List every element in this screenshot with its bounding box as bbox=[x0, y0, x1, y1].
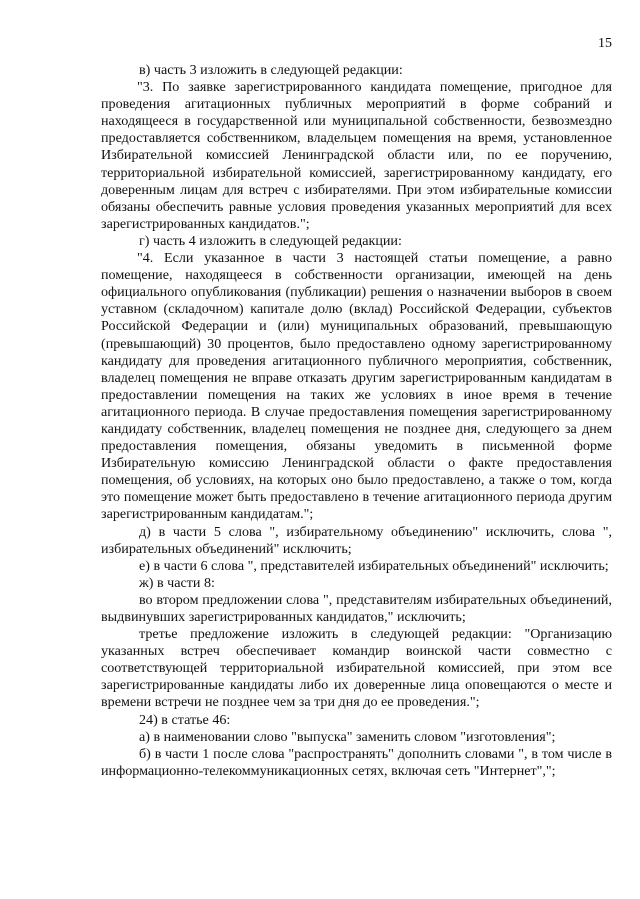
paragraph-article-46: 24) в статье 46: bbox=[139, 711, 231, 728]
paragraph-item-d: д) в части 5 слова ", избирательному объединению" исключить, слова ", избирательных объединений" исключить; bbox=[101, 523, 612, 557]
paragraph-item-b: б) в части 1 после слова "распространять" дополнить словами ", в том числе в информационно-телекоммуникационных сетях, включая сеть "Интернет","; bbox=[101, 745, 612, 779]
page-number: 15 bbox=[598, 36, 612, 51]
document-body bbox=[101, 62, 612, 780]
paragraph-part-3-text: "3. По заявке зарегистрированного кандидата помещение, пригодное для проведения агитационных публичных мероприятий в форме собраний и находящееся в государственной или муниципальной собственности, безвозмездно предоставляется собственником, владельцем помещения на время, установленное Избирательной комиссией Ленинградской области или, по ее поручению, территориальной избирательной комиссией, зарегистрированному кандидату, его доверенным лицам для встреч с избирателями. При этом избирательные комиссии обязаны обеспечить равные условия проведения указанных мероприятий для всех зарегистрированных кандидатов."; bbox=[101, 79, 612, 232]
paragraph-item-a: а) в наименовании слово "выпуска" заменить словом "изготовления"; bbox=[139, 728, 556, 745]
paragraph-third-sentence: третье предложение изложить в следующей редакции: "Организацию указанных встреч обеспечивает командир воинской части совместно с соответствующей территориальной избирательной комиссией, при этом все зарегистрированные кандидаты либо их доверенные лица оповещаются о месте и времени встречи не позднее чем за три дня до ее проведения."; bbox=[101, 626, 612, 711]
paragraph-part-4-text: "4. Если указанное в части 3 настоящей статьи помещение, а равно помещение, находящееся в собственности организации, имеющей на день официального опубликования (публикации) решения о назначении выборов в своем уставном (складочном) капитале долю (вклад) Российской Федерации, субъектов Российской Федерации и (или) муниципальных образований, превышающую (превышающий) 30 процентов, было предоставлено одному зарегистрированному кандидату для проведения агитационного публичного мероприятия, собственник, владелец помещения не вправе отказать другим зарегистрированным кандидатам в предоставлении помещения на таких же условиях в иное время в течение агитационного периода. В случае предоставления помещения зарегистрированному кандидату собственник, владелец помещения не позднее дня, следующего за днем предоставления помещения, обязаны уведомить в письменной форме Избирательную комиссию Ленинградской области о факте предоставления помещения, об условиях, на которых оно было предоставлено, а также о том, когда это помещение может быть предоставлено в течение агитационного периода другим зарегистрированным кандидатам."; bbox=[101, 250, 612, 523]
paragraph-item-zh: ж) в части 8: bbox=[139, 574, 215, 591]
paragraph-item-e: е) в части 6 слова ", представителей избирательных объединений" исключить; bbox=[139, 557, 609, 574]
paragraph-second-sentence: во втором предложении слова ", представителям избирательных объединений, выдвинувших зарегистрированных кандидатов," исключить; bbox=[101, 591, 612, 625]
paragraph-amend-part-3: в) часть 3 изложить в следующей редакции: bbox=[139, 62, 403, 78]
paragraph-amend-part-4: г) часть 4 изложить в следующей редакции: bbox=[139, 232, 402, 249]
